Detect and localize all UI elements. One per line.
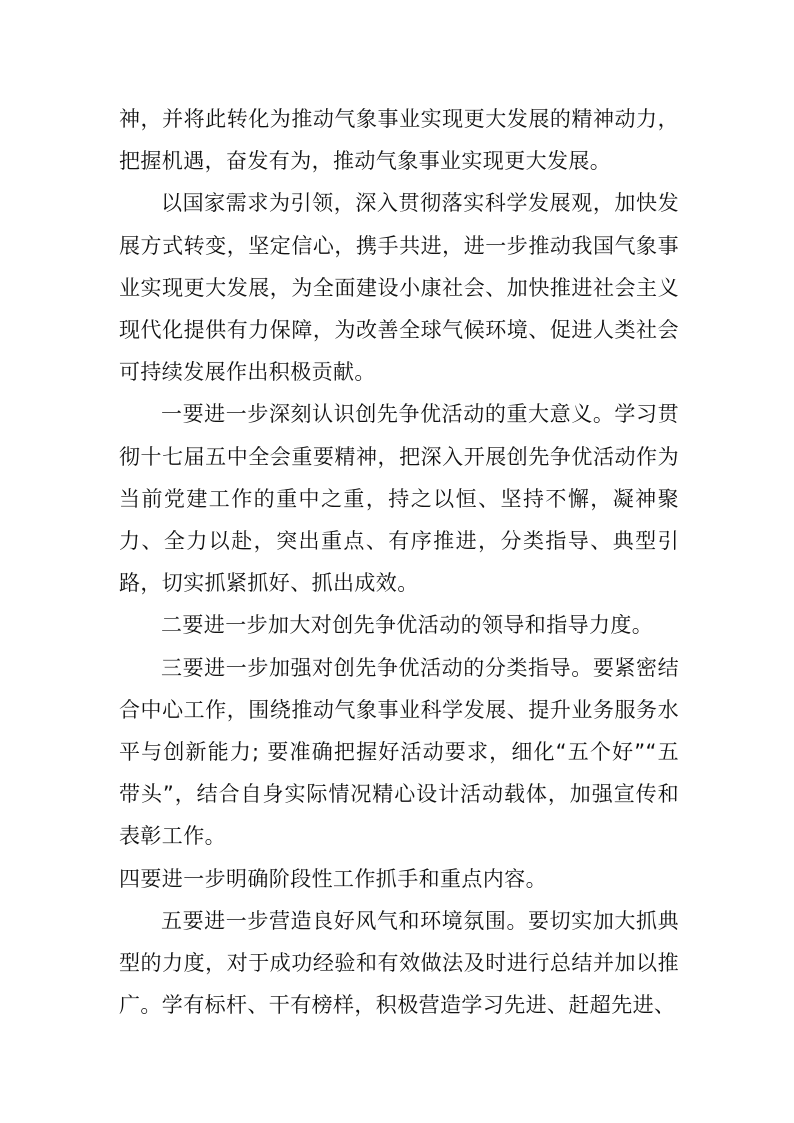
- paragraph-6: 四要进一步明确阶段性工作抓手和重点内容。: [119, 866, 547, 891]
- paragraph-5: 三要进一步加强对创先争优活动的分类指导。要紧密结合中心工作，围绕推动气象事业科学发展、提升业务服务水平与创新能力; 要准确把握好活动要求，细化“五个好”“五带头”，结合自身实际情况精心设计活动载体，加强宣传和表彰工作。: [119, 655, 679, 849]
- paragraph-3: 一要进一步深刻认识创先争优活动的重大意义。学习贯彻十七届五中全会重要精神，把深入开展创先争优活动作为当前党建工作的重中之重，持之以恒、坚持不懈，凝神聚力、全力以赴，突出重点、有序推进，分类指导、典型引路，切实抓紧抓好、抓出成效。: [119, 402, 679, 596]
- document-body: [119, 98, 679, 1026]
- paragraph-2: 以国家需求为引领，深入贯彻落实科学发展观，加快发展方式转变，坚定信心，携手共进，进一步推动我国气象事业实现更大发展，为全面建设小康社会、加快推进社会主义现代化提供有力保障，为改善全球气候环境、促进人类社会可持续发展作出积极贡献。: [119, 191, 679, 385]
- paragraph-4: 二要进一步加大对创先争优活动的领导和指导力度。: [161, 613, 654, 638]
- paragraph-1: 神，并将此转化为推动气象事业实现更大发展的精神动力，把握机遇，奋发有为，推动气象事业实现更大发展。: [119, 107, 679, 174]
- paragraph-7: 五要进一步营造良好风气和环境氛围。要切实加大抓典型的力度，对于成功经验和有效做法及时进行总结并加以推广。学有标杆、干有榜样，积极营造学习先进、赶超先进、: [119, 908, 679, 1018]
